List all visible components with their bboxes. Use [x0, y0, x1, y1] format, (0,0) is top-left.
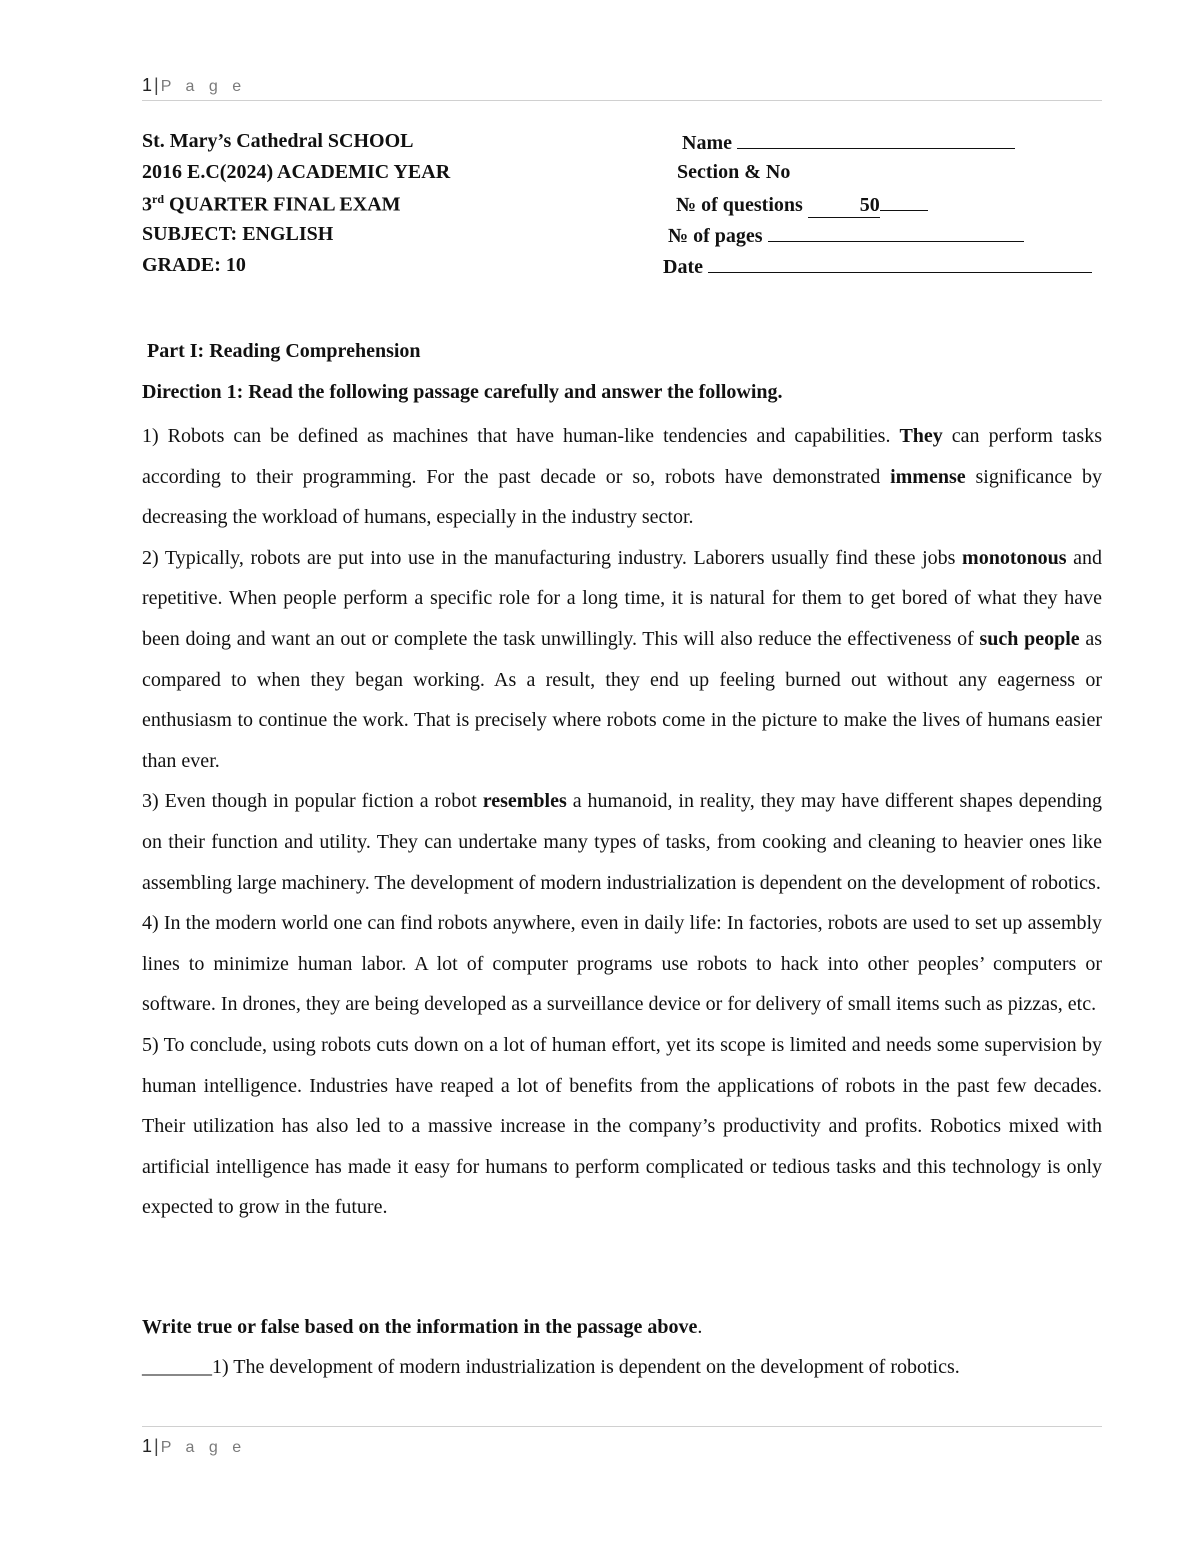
grade: GRADE: 10 — [142, 254, 246, 276]
footer-divider — [142, 1426, 1102, 1427]
reading-passage — [142, 416, 1102, 1228]
exam-title — [142, 192, 401, 217]
footer-separator: | — [154, 1436, 159, 1456]
exam-ordinal-suffix: rd — [152, 192, 164, 206]
pages-field[interactable] — [668, 223, 1024, 248]
task-bold: Write true or false based on the information in the passage above — [142, 1316, 698, 1338]
questions-value-line — [808, 194, 880, 218]
task-instruction — [142, 1316, 702, 1339]
p2-text-c: and repetitive. When people perform a specific role for a long time, it is natural for them to get bored of what they have been doing and want an out or complete the task unwillingly. This will also reduce the effectiveness of — [142, 546, 1102, 650]
part-title: Part I: Reading Comprehension — [147, 340, 421, 362]
p2-text-a: 2) Typically, robots are put into use in the manufacturing industry. Laborers usually find these jobs — [142, 546, 963, 569]
page-footer — [142, 1436, 246, 1457]
section-field[interactable] — [677, 161, 790, 184]
section-label: Section & No — [677, 161, 791, 183]
subject: SUBJECT: ENGLISH — [142, 223, 334, 245]
date-label: Date — [663, 256, 703, 278]
footer-page-number: 1 — [142, 1436, 153, 1456]
pages-label: № of pages — [668, 225, 763, 247]
footer-page-word: P a g e — [160, 1439, 247, 1456]
p1-text-c: can perform tasks according to their programming. For the past decade or so, robots have demonstrated — [142, 425, 1102, 488]
p1-bold-immense: immense — [890, 465, 966, 488]
questions-field — [676, 192, 928, 218]
p2-bold-such-people: such people — [979, 627, 1080, 650]
date-blank[interactable] — [708, 254, 1092, 273]
p2-text-e: as compared to when they began working. As a result, they end up feeling burned out without any eagerness or enthusiasm to continue the work. That is precisely where robots come in the picture to make the lives of humans easier than ever. — [142, 627, 1102, 772]
paragraph-2 — [142, 538, 1102, 782]
p1-text-a: 1) Robots can be defined as machines that have human-like tendencies and capabilities. — [142, 425, 900, 447]
academic-year: 2016 E.C(2024) ACADEMIC YEAR — [142, 161, 451, 183]
direction: Direction 1: Read the following passage carefully and answer the following. — [142, 381, 783, 403]
answer-blank[interactable]: _______ — [142, 1356, 212, 1378]
name-label: Name — [682, 132, 732, 154]
name-blank[interactable] — [737, 130, 1015, 149]
p3-bold-resembles: resembles — [482, 790, 567, 813]
p3-text-a: 3) Even though in popular fiction a robot — [142, 790, 483, 813]
paragraph-5: 5) To conclude, using robots cuts down on a lot of human effort, yet its scope is limited and needs some supervision by human intelligence. Industries have reaped a lot of benefits from the applications of robots in the past few decades. Their utilization has also led to a massive increase in the company’s productivity and profits. Robotics mixed with artificial intelligence has made it easy for humans to perform complicated or tedious tasks and this technology is only expected to grow in the future. — [142, 1033, 1102, 1219]
pages-blank[interactable] — [768, 223, 1024, 242]
task-end: . — [697, 1316, 703, 1338]
p2-bold-monotonous: monotonous — [962, 546, 1067, 569]
paragraph-4: 4) In the modern world one can find robots anywhere, even in daily life: In factories, robots are used to set up assembly lines to minimize human labor. A lot of computer programs use robots to hack into other peoples’ computers or software. In drones, they are being developed as a surveillance device or for delivery of small items such as pizzas, etc. — [142, 912, 1102, 1016]
exam-ordinal: 3 — [142, 193, 152, 216]
page-number: 1 — [142, 75, 153, 95]
paragraph-3 — [142, 781, 1102, 903]
page-separator: | — [154, 75, 159, 95]
questions-label: № of questions — [676, 194, 803, 216]
question-1 — [142, 1356, 960, 1379]
page-word: P a g e — [160, 78, 247, 95]
question-1-text: 1) The development of modern industrialization is dependent on the development of robotics. — [212, 1356, 960, 1378]
date-field[interactable] — [663, 254, 1092, 279]
p3-text-c: a humanoid, in reality, they may have different shapes depending on their function and utility. They can undertake many types of tasks, from cooking and cleaning to heavier ones like assembling large machinery. The development of modern industrialization is dependent on the development of robotics. — [142, 790, 1103, 894]
p1-text-e: significance by decreasing the workload of humans, especially in the industry sector. — [142, 465, 1102, 529]
header-divider — [142, 100, 1102, 101]
questions-trailing-blank — [880, 192, 928, 211]
name-field[interactable] — [682, 130, 1015, 155]
paragraph-1 — [142, 416, 1102, 538]
questions-value: 50 — [859, 194, 880, 216]
exam-title-rest: QUARTER FINAL EXAM — [164, 193, 401, 216]
school-name: St. Mary’s Cathedral SCHOOL — [142, 130, 414, 152]
p1-bold-they: They — [899, 425, 943, 447]
page-header — [142, 75, 246, 96]
